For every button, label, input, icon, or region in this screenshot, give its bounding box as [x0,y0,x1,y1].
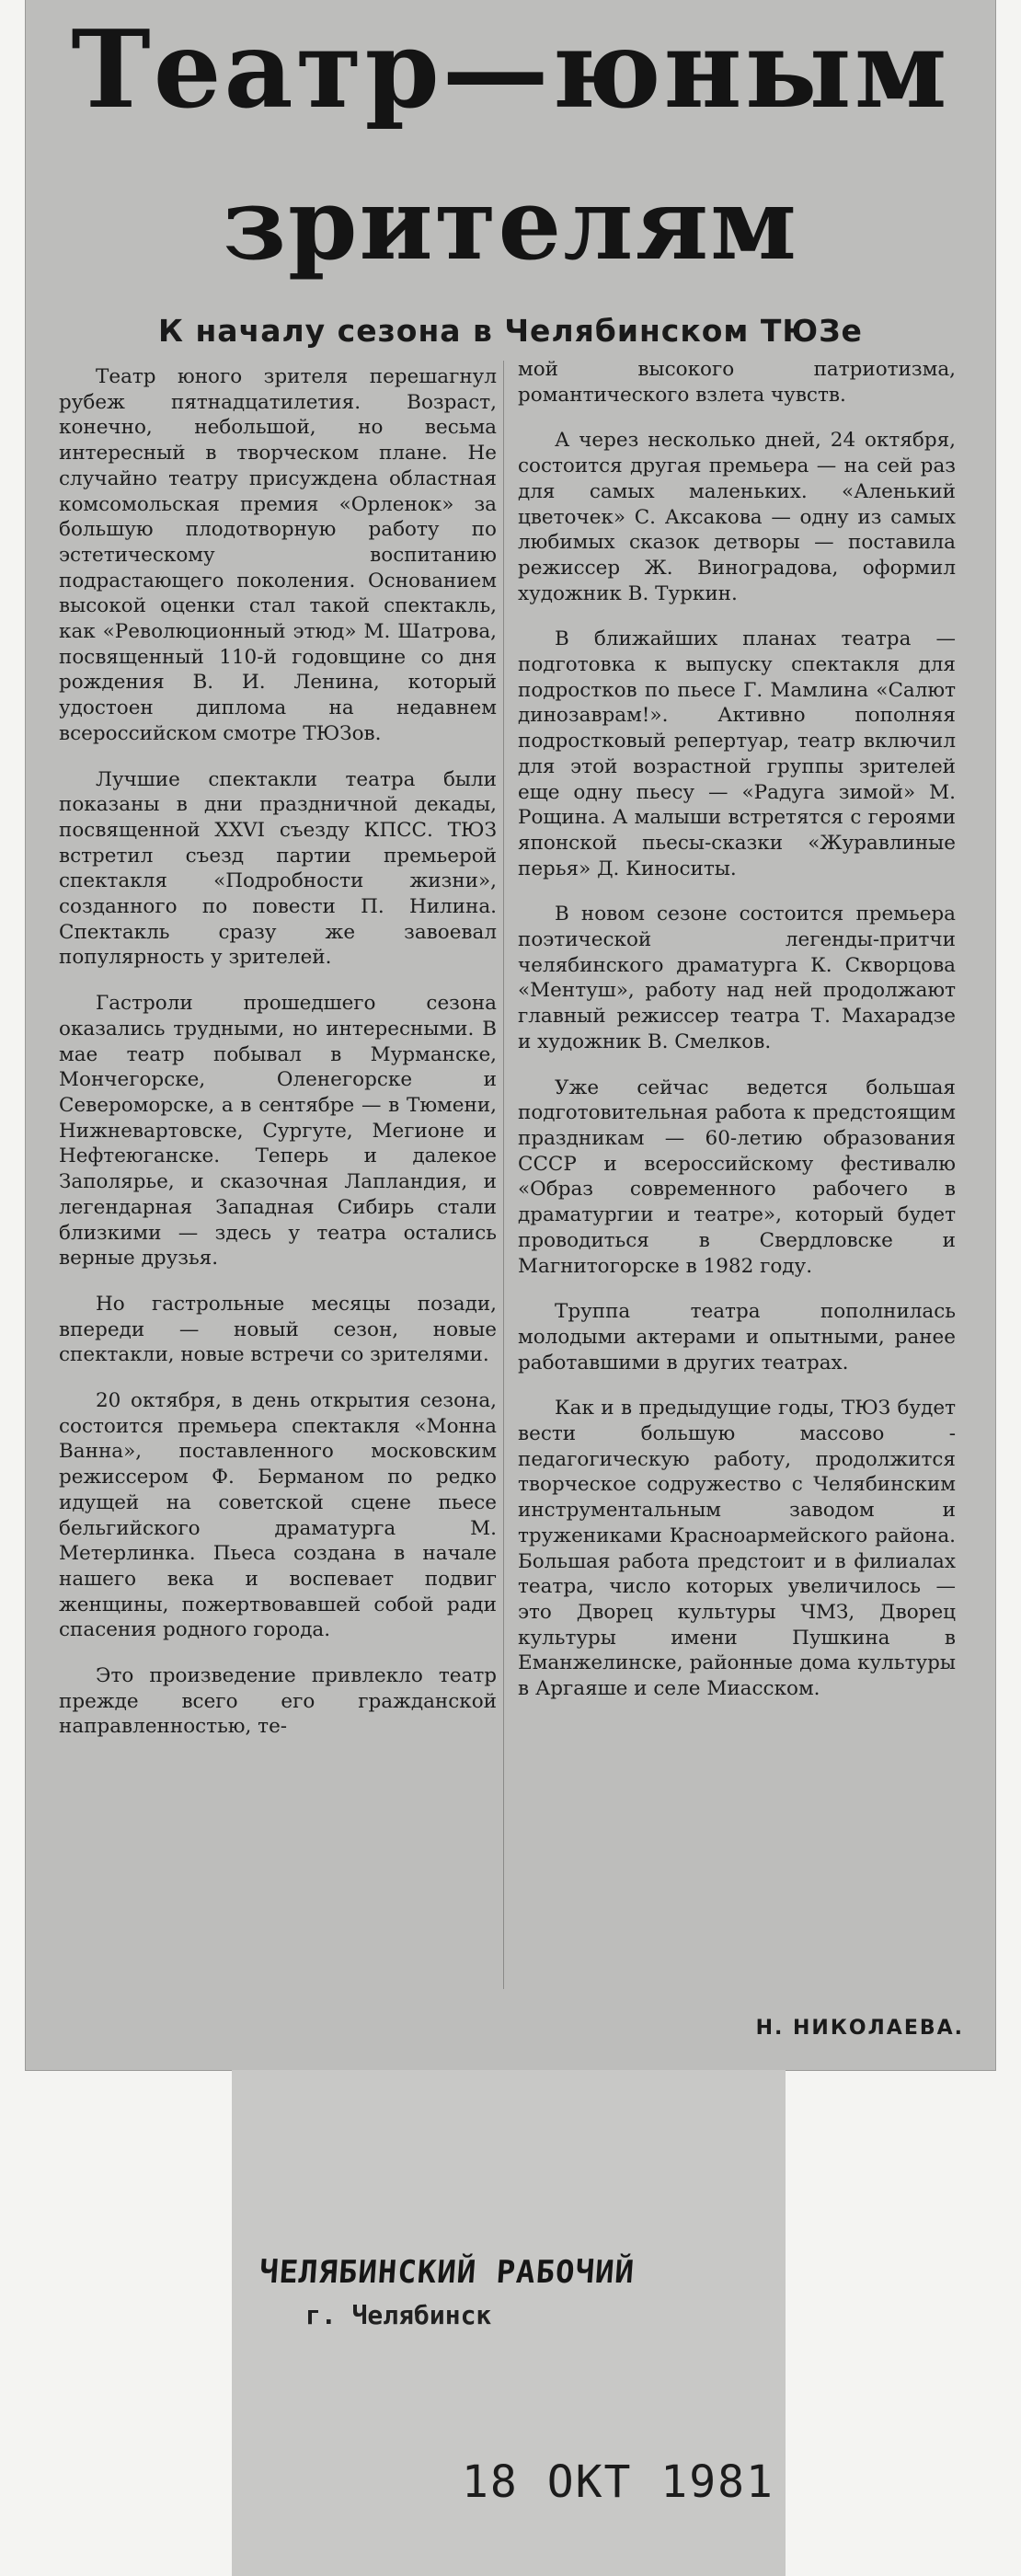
date-stamp: 18 ОКТ 1981 [462,2456,774,2508]
paragraph: Труппа театра пополнилась молодыми актерами и опытными, ранее работавшими в других театрах. [518,1300,956,1374]
paragraph: Но гастрольные месяцы позади, впереди — новый сезон, новые спектакли, новые встречи со зрителями. [59,1292,497,1367]
paragraph: Как и в предыдущие годы, ТЮЗ будет вести большую массово - педагогическую работу, продолжится творческое содружество с Челябинским инструментальным заводом и тружениками Красноармейского района. Большая работа предстоит и в филиалах театра, число которых увеличилось — это Дворец культуры ЧМЗ, Дворец культуры имени Пушкина в Еманжелинске, районные дома культуры в Аргаяше и селе Миасском. [518,1397,956,1701]
headline-line-2: зрителям [223,167,798,282]
subheadline: К началу сезона в Челябинском ТЮЗе [158,313,863,349]
paragraph: А через несколько дней, 24 октября, состоится другая премьера — на сей раз для самых маленьких. «Аленький цветочек» С. Аксакова — одну из самых любимых сказок детворы — поставила режиссер Ж. Виноградова, оформил художник В. Туркин. [518,429,956,605]
paragraph: Это произведение привлекло театр прежде всего его гражданской направленностью, те- [59,1664,497,1739]
column-divider [503,361,504,1989]
paragraph: В новом сезоне состоится премьера поэтической легенды-притчи челябинского драматурга К. Скворцова «Ментуш», работу над ней продолжают главный режиссер театра Т. Махарадзе и художник В. Смелков. [518,903,956,1053]
headline-line-1: Театр—юным [71,7,950,132]
paragraph: 20 октября, в день открытия сезона, состоится премьера спектакля «Монна Ванна», поставленного московским режиссером Ф. Берманом по редко идущей на советской сцене пьесе бельгийского драматурга М. Метерлинка. Пьеса создана в начале нашего века и воспевает подвиг женщины, пожертвовавшей собой ради спасения родного города. [59,1389,497,1642]
newspaper-name-stamp: ЧЕЛЯБИНСКИЙ РАБОЧИЙ [258,2254,637,2291]
newspaper-clipping [26,0,995,2070]
author-signature: Н. НИКОЛАЕВА. [755,2017,964,2040]
article-column-left [59,364,497,1740]
paragraph: Театр юного зрителя перешагнул рубеж пятнадцатилетия. Возраст, конечно, небольшой, но весьма интересный в творческом плане. Не случайно театру присуждена областная комсомольская премия «Орленок» за большую плодотворную работу по эстетическому воспитанию подрастающего поколения. Основанием высокой оценки стал такой спектакль, как «Революционный этюд» М. Шатрова, посвященный 110-й годовщине со дня рождения В. И. Ленина, который удостоен диплома на недавнем всероссийском смотре ТЮЗов. [59,365,497,745]
article-column-right [518,357,956,1702]
paragraph: Лучшие спектакли театра были показаны в дни праздничной декады, посвященной XXVI съезду КПСС. ТЮЗ встретил съезд партии премьерой спектакля «Подробности жизни», созданного по повести П. Нилина. Спектакль сразу же завоевал популярность у зрителей. [59,767,497,970]
paragraph: Гастроли прошедшего сезона оказались трудными, но интересными. В мае театр побывал в Мурманске, Мончегорске, Оленегорске и Североморске, а в сентябре — в Тюмени, Нижневартовске, Сургуте, Мегионе и Нефтеюганске. Теперь и далекое Заполярье, и сказочная Лапландия, и легендарная Западная Сибирь стали близкими — здесь у театра остались верные друзья. [59,992,497,1271]
paragraph: Уже сейчас ведется большая подготовительная работа к предстоящим праздникам — 60-летию образования СССР и всероссийскому фестивалю «Образ современного рабочего в драматургии и театре», который будет проводиться в Свердловске и Магнитогорске в 1982 году. [518,1075,956,1278]
paragraph: В ближайших планах театра — подготовка к выпуску спектакля для подростков по пьесе Г. Мамлина «Салют динозаврам!». Активно пополняя подростковый репертуар, театр включил для этой возрастной группы зрителей еще одну пьесу — «Радуга зимой» М. Рощина. А малыши встретятся с героями японской пьесы-сказки «Журавлиные перья» Д. Киноситы. [518,627,956,880]
source-stamp-paper [232,2070,786,2576]
city-stamp: г. Челябинск [305,2300,492,2330]
paragraph: мой высокого патриотизма, романтического взлета чувств. [518,358,956,407]
